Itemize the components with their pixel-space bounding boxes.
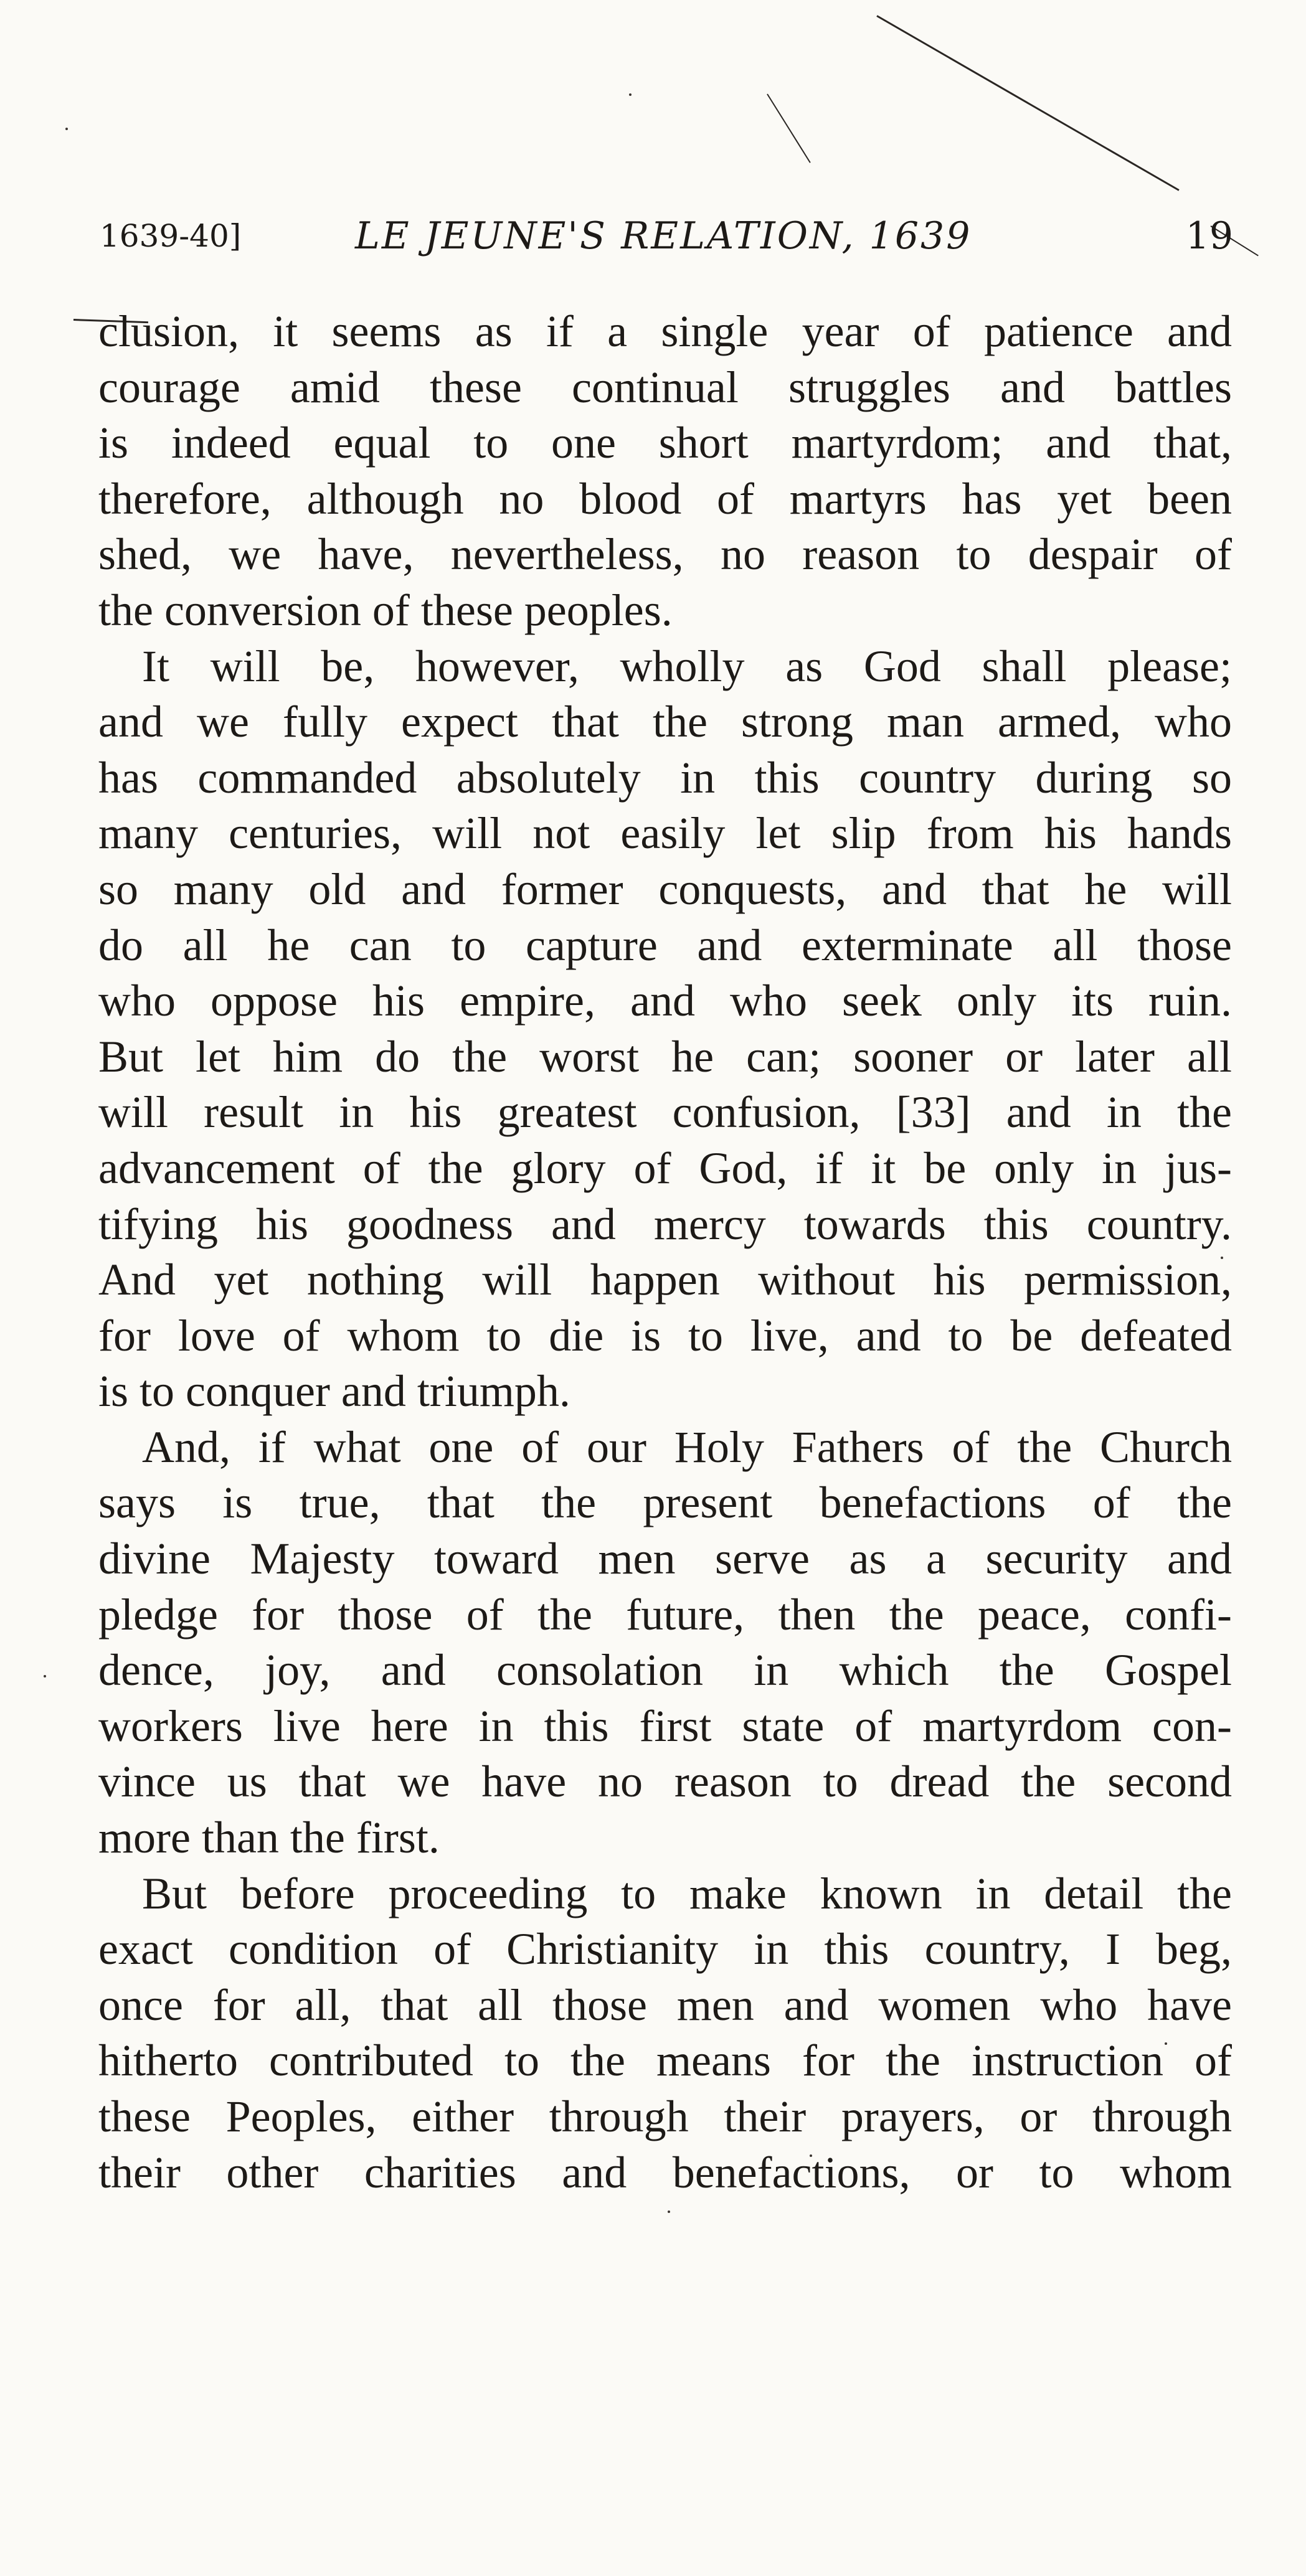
text-line: more than the first.: [98, 1813, 440, 1863]
paragraph: [98, 1420, 1232, 1866]
text-line: advancement of the glory of God, if it be only in jus-: [98, 1143, 1232, 1193]
text-line: will result in his greatest confusion, [33] and in the: [98, 1087, 1232, 1138]
text-line: vince us that we have no reason to dread the second: [98, 1757, 1232, 1807]
text-line: these Peoples, either through their prayers, or through: [98, 2092, 1232, 2141]
text-line: says is true, that the present benefactions of the: [98, 1478, 1232, 1528]
text-line: and we fully expect that the strong man armed, who: [98, 697, 1232, 747]
paragraph: [98, 304, 1232, 639]
text-line: It will be, however, wholly as God shall please;: [142, 641, 1232, 691]
scan-speck: [668, 2210, 670, 2213]
running-header: [100, 209, 1233, 265]
text-line: And yet nothing will happen without his permission,: [98, 1255, 1232, 1305]
text-line: who oppose his empire, and who seek only its ruin.: [98, 976, 1232, 1026]
text-line: many centuries, will not easily let slip from his hands: [98, 808, 1232, 859]
text-line: is indeed equal to one short martyrdom; and that,: [98, 418, 1232, 468]
paragraph: [98, 1866, 1232, 2201]
paragraph: [98, 639, 1232, 1420]
text-line: hitherto contributed to the means for the instruction of: [98, 2036, 1232, 2086]
text-line: dence, joy, and consolation in which the Gospel: [98, 1645, 1232, 1696]
text-line: pledge for those of the future, then the peace, confi-: [98, 1589, 1232, 1639]
text-line: do all he can to capture and exterminate all those: [98, 920, 1232, 970]
text-line: divine Majesty toward men serve as a security and: [98, 1534, 1232, 1584]
text-line: is to conquer and triumph.: [98, 1366, 570, 1417]
text-line: workers live here in this first state of martyrdom con-: [98, 1701, 1232, 1751]
header-title: LE JEUNE'S RELATION, 1639: [355, 214, 972, 258]
text-line: exact condition of Christianity in this country, I beg,: [98, 1924, 1232, 1974]
body-text: [98, 304, 1232, 2201]
scan-mark-diagonal: [876, 15, 1179, 191]
text-line: has commanded absolutely in this country during so: [98, 752, 1232, 803]
text-line: tifying his goodness and mercy towards this country.: [98, 1199, 1232, 1249]
text-line: shed, we have, nevertheless, no reason to despair of: [98, 529, 1232, 580]
header-year-range: 1639-40]: [100, 218, 242, 254]
text-line: But let him do the worst he can; sooner or later all: [98, 1031, 1232, 1082]
text-line: therefore, although no blood of martyrs has yet been: [98, 473, 1232, 524]
text-line: once for all, that all those men and women who have: [98, 1979, 1232, 2030]
scan-speck: [44, 1675, 46, 1677]
text-line: But before proceeding to make known in detail the: [142, 1868, 1232, 1918]
text-line: so many old and former conquests, and that he will: [98, 864, 1232, 914]
text-line: for love of whom to die is to live, and to be defeated: [98, 1310, 1232, 1361]
text-line: clusion, it seems as if a single year of patience and: [98, 306, 1232, 356]
scan-speck: [65, 128, 68, 130]
scan-speck: [629, 93, 632, 96]
page-number: 19: [1185, 214, 1233, 258]
scan-mark-diagonal-2: [767, 93, 811, 163]
text-line: courage amid these continual struggles and battles: [98, 362, 1232, 412]
text-line: their other charities and benefactions, or to whom: [98, 2147, 1232, 2197]
text-line: the conversion of these peoples.: [98, 585, 673, 635]
text-line: And, if what one of our Holy Fathers of the Church: [142, 1422, 1232, 1472]
